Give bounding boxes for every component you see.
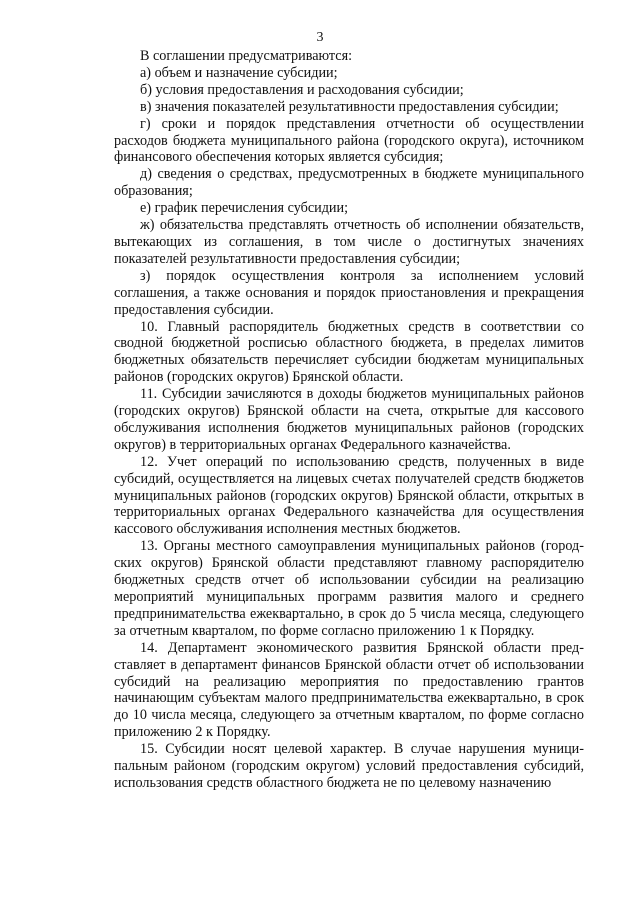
- clause-11: 11. Субсидии зачисляются в доходы бюджетов муниципальных районов (городских округов) Брянской области на счета, открытые для кассового обслуживания исполнения бюджетов муниципальных районов (городских округов) в территориальных органах Федерального казначейства.: [114, 386, 584, 453]
- clause-15: 15. Субсидии носят целевой характер. В случае нарушения муниципальным районом (городским округом) условий предоставления субсидий, использования средств областного бюджета не по целевому назначению: [114, 741, 584, 791]
- clause-14: 14. Департамент экономического развития Брянской области представляет в департамент финансов Брянской области отчет об использовании субсидий на реализацию мероприятия по предоставлению грантов начинающим субъектам малого предпринимательства ежеквартально, в срок до 10 числа месяца, следующего за отчетным кварталом, по форме согласно приложению 2 к Порядку.: [114, 639, 584, 741]
- agreement-item-e: е) график перечисления субсидии;: [140, 200, 349, 217]
- agreement-item-b: б) условия предоставления и расходования субсидии;: [140, 81, 464, 98]
- agreement-intro: В соглашении предусматриваются:: [140, 48, 353, 64]
- agreement-item-v: в) значения показателей результативности предоставления субсидии;: [140, 98, 559, 115]
- clause-10: 10. Главный распорядитель бюджетных средств в соответствии со сводной бюджетной росписью областного бюджета, в пределах лимитов бюджетных обязательств перечисляет субсидии бюджетам муниципальных районов (городских округов) Брянской области.: [114, 318, 584, 386]
- agreement-item-g: г) сроки и порядок представления отчетности об осуществлении расходов бюджета муниципального района (городского округа), источником финансового обеспечения которых является субсидия;: [114, 115, 584, 166]
- agreement-item-z: з) порядок осуществления контроля за исполнением условий соглашения, а также основания и порядок приостановления и прекращения предоставления субсидии.: [114, 267, 584, 318]
- agreement-item-d: д) сведения о средствах, предусмотренных в бюджете муниципального образования;: [114, 166, 584, 200]
- document-body: [114, 48, 584, 792]
- page-number: 3: [316, 30, 324, 45]
- agreement-item-a: а) объем и назначение субсидии;: [140, 64, 338, 81]
- clause-12: 12. Учет операций по использованию средств, полученных в виде субсидий, осуществляется на лицевых счетах получателей средств бюджетов муниципальных районов (городских округов) Брянской области, открытых в территориальных органах Федерального казначейства для осуществления кассового обслуживания исполнения местных бюджетов.: [114, 453, 584, 538]
- agreement-item-zh: ж) обязательства представлять отчетность об исполнении обязательств, вытекающих из соглашения, в том числе о достигнутых значениях показателей результативности предоставления субсидии;: [114, 217, 584, 267]
- clause-13: 13. Органы местного самоуправления муниципальных районов (городских округов) Брянской области представляют главному распорядителю бюджетных средств отчет об использовании субсидии на реализацию мероприятий муниципальных программ развития малого и среднего предпринимательства ежеквартально, в срок до 5 числа месяца, следующего за отчетным кварталом, по форме согласно приложению 1 к Порядку.: [114, 538, 584, 639]
